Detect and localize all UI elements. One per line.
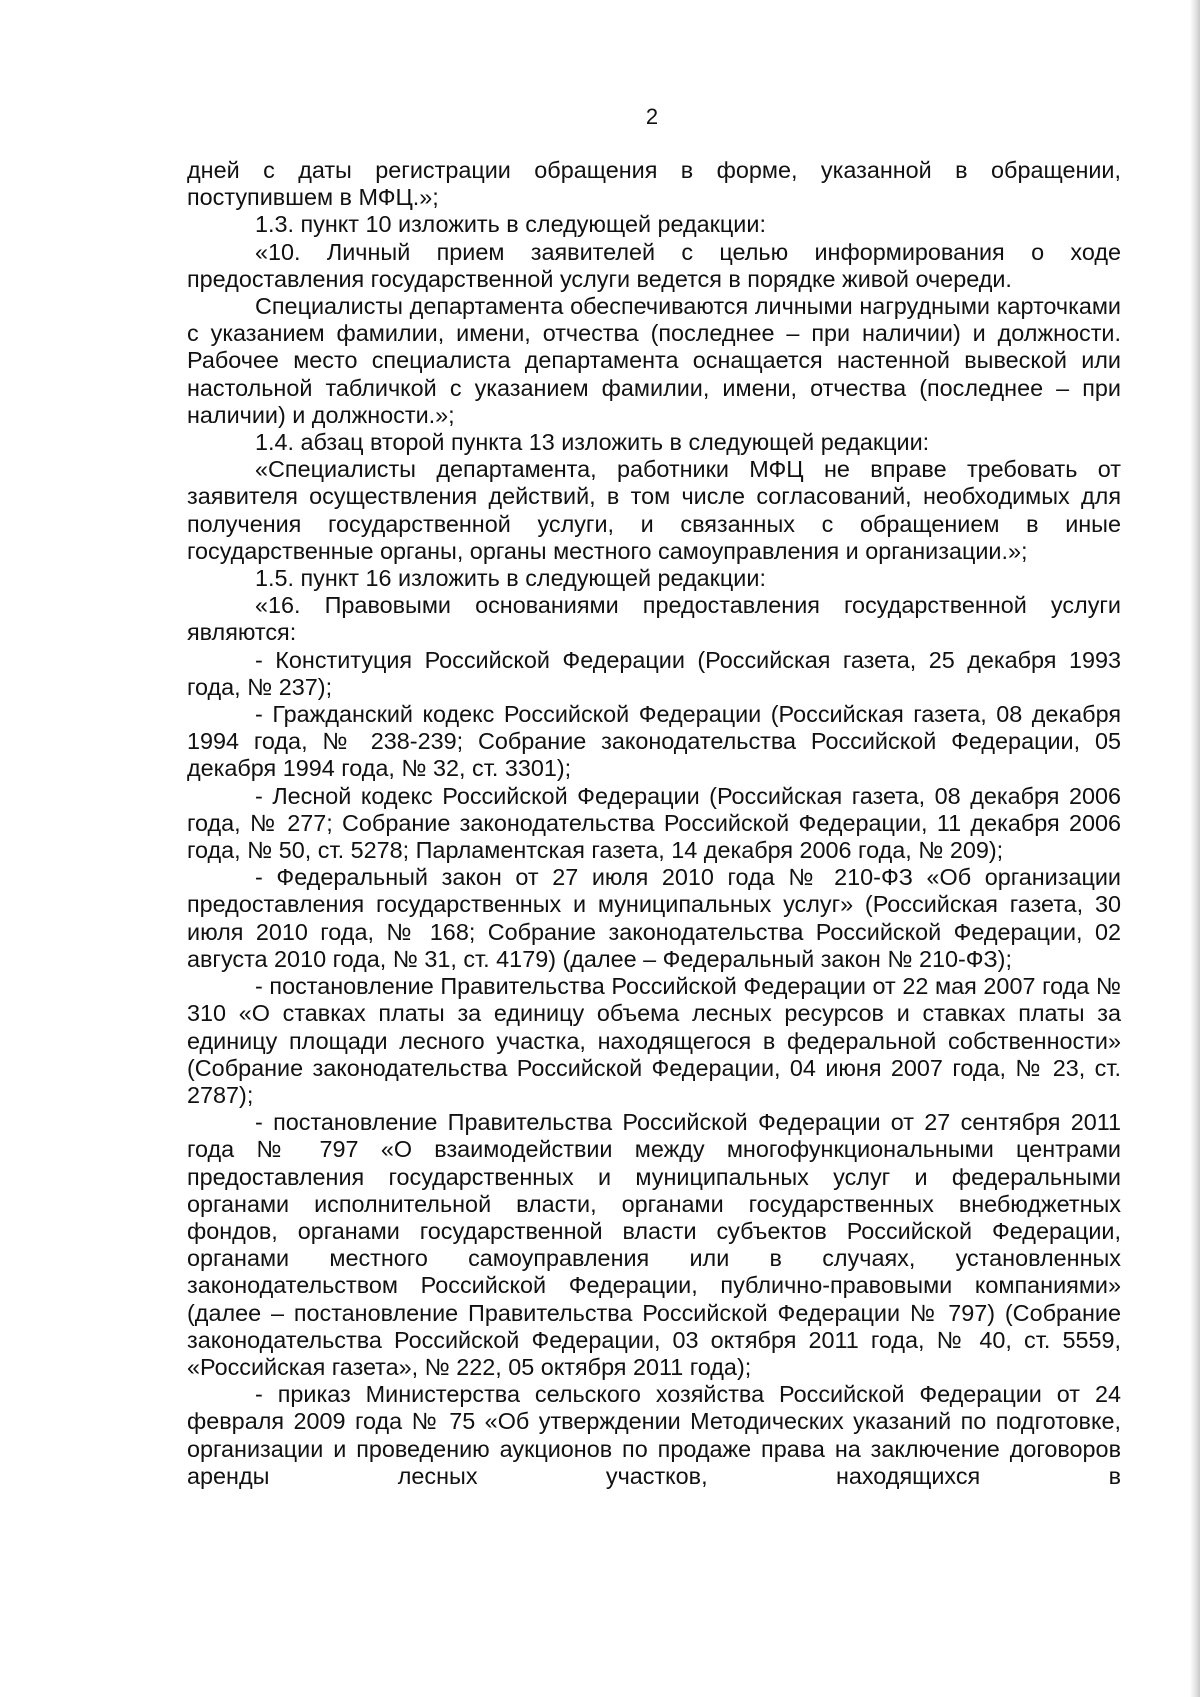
paragraph-clause-16: «16. Правовыми основаниями предоставления государственной услуги являются:	[187, 592, 1121, 646]
list-item-order-75: - приказ Министерства сельского хозяйства Российской Федерации от 24 февраля 2009 года № 75 «Об утверждении Методических указаний по подготовке, организации и проведению аукционов по продаже права на заключение договоров аренды лесных участков, находящихся в	[187, 1381, 1121, 1489]
paragraph-item-1-4: 1.4. абзац второй пункта 13 изложить в следующей редакции:	[255, 429, 930, 456]
list-item-federal-law-210: - Федеральный закон от 27 июля 2010 года № 210-ФЗ «Об организации предоставления государственных и муниципальных услуг» (Российская газета, 30 июля 2010 года, № 168; Собрание законодательства Российской Федерации, 02 августа 2010 года, № 31, ст. 4179) (далее – Федеральный закон № 210-ФЗ);	[187, 864, 1121, 972]
document-body	[187, 157, 1121, 1490]
paragraph-specialists-cards: Специалисты департамента обеспечиваются личными нагрудными карточками с указанием фамилии, имени, отчества (последнее – при наличии) и должности. Рабочее место специалиста департамента оснащается настенной вывеской или настольной табличкой с указанием фамилии, имени, отчества (последнее – при наличии) и должности.»;	[187, 293, 1121, 428]
paragraph-item-1-5: 1.5. пункт 16 изложить в следующей редакции:	[255, 565, 766, 592]
paragraph-clause-13: «Специалисты департамента, работники МФЦ не вправе требовать от заявителя осуществления действий, в том числе согласований, необходимых для получения государственной услуги, и связанных с обращением в иные государственные органы, органы местного самоуправления и организации.»;	[187, 456, 1121, 564]
list-item-resolution-310: - постановление Правительства Российской Федерации от 22 мая 2007 года № 310 «О ставках платы за единицу объема лесных ресурсов и ставках платы за единицу площади лесного участка, находящегося в федеральной собственности» (Собрание законодательства Российской Федерации, 04 июня 2007 года, № 23, ст. 2787);	[187, 973, 1121, 1108]
paragraph-continuation: дней с даты регистрации обращения в форме, указанной в обращении, поступившем в МФЦ.»;	[187, 157, 1121, 211]
scan-edge-shadow	[1190, 0, 1200, 1697]
list-item-resolution-797: - постановление Правительства Российской Федерации от 27 сентября 2011 года № 797 «О взаимодействии между многофункциональными центрами предоставления государственных и муниципальных услуг и федеральными органами исполнительной власти, органами государственных внебюджетных фондов, органами государственной власти субъектов Российской Федерации, органами местного самоуправления или в случаях, установленных законодательством Российской Федерации, публично-правовыми компаниями» (далее – постановление Правительства Российской Федерации № 797) (Собрание законодательства Российской Федерации, 03 октября 2011 года, № 40, ст. 5559, «Российская газета», № 222, 05 октября 2011 года);	[187, 1109, 1121, 1380]
list-item-civil-code: - Гражданский кодекс Российской Федерации (Российская газета, 08 декабря 1994 года, № 238-239; Собрание законодательства Российской Федерации, 05 декабря 1994 года, № 32, ст. 3301);	[187, 701, 1121, 782]
paragraph-item-1-3: 1.3. пункт 10 изложить в следующей редакции:	[255, 211, 766, 238]
list-item-constitution: - Конституция Российской Федерации (Российская газета, 25 декабря 1993 года, № 237);	[187, 646, 1121, 700]
list-item-forest-code: - Лесной кодекс Российской Федерации (Российская газета, 08 декабря 2006 года, № 277; Собрание законодательства Российской Федерации, 11 декабря 2006 года, № 50, ст. 5278; Парламентская газета, 14 декабря 2006 года, № 209);	[187, 782, 1121, 864]
page-number: 2	[645, 104, 659, 129]
paragraph-clause-10: «10. Личный прием заявителей с целью информирования о ходе предоставления государственной услуги ведется в порядке живой очереди.	[187, 238, 1121, 292]
